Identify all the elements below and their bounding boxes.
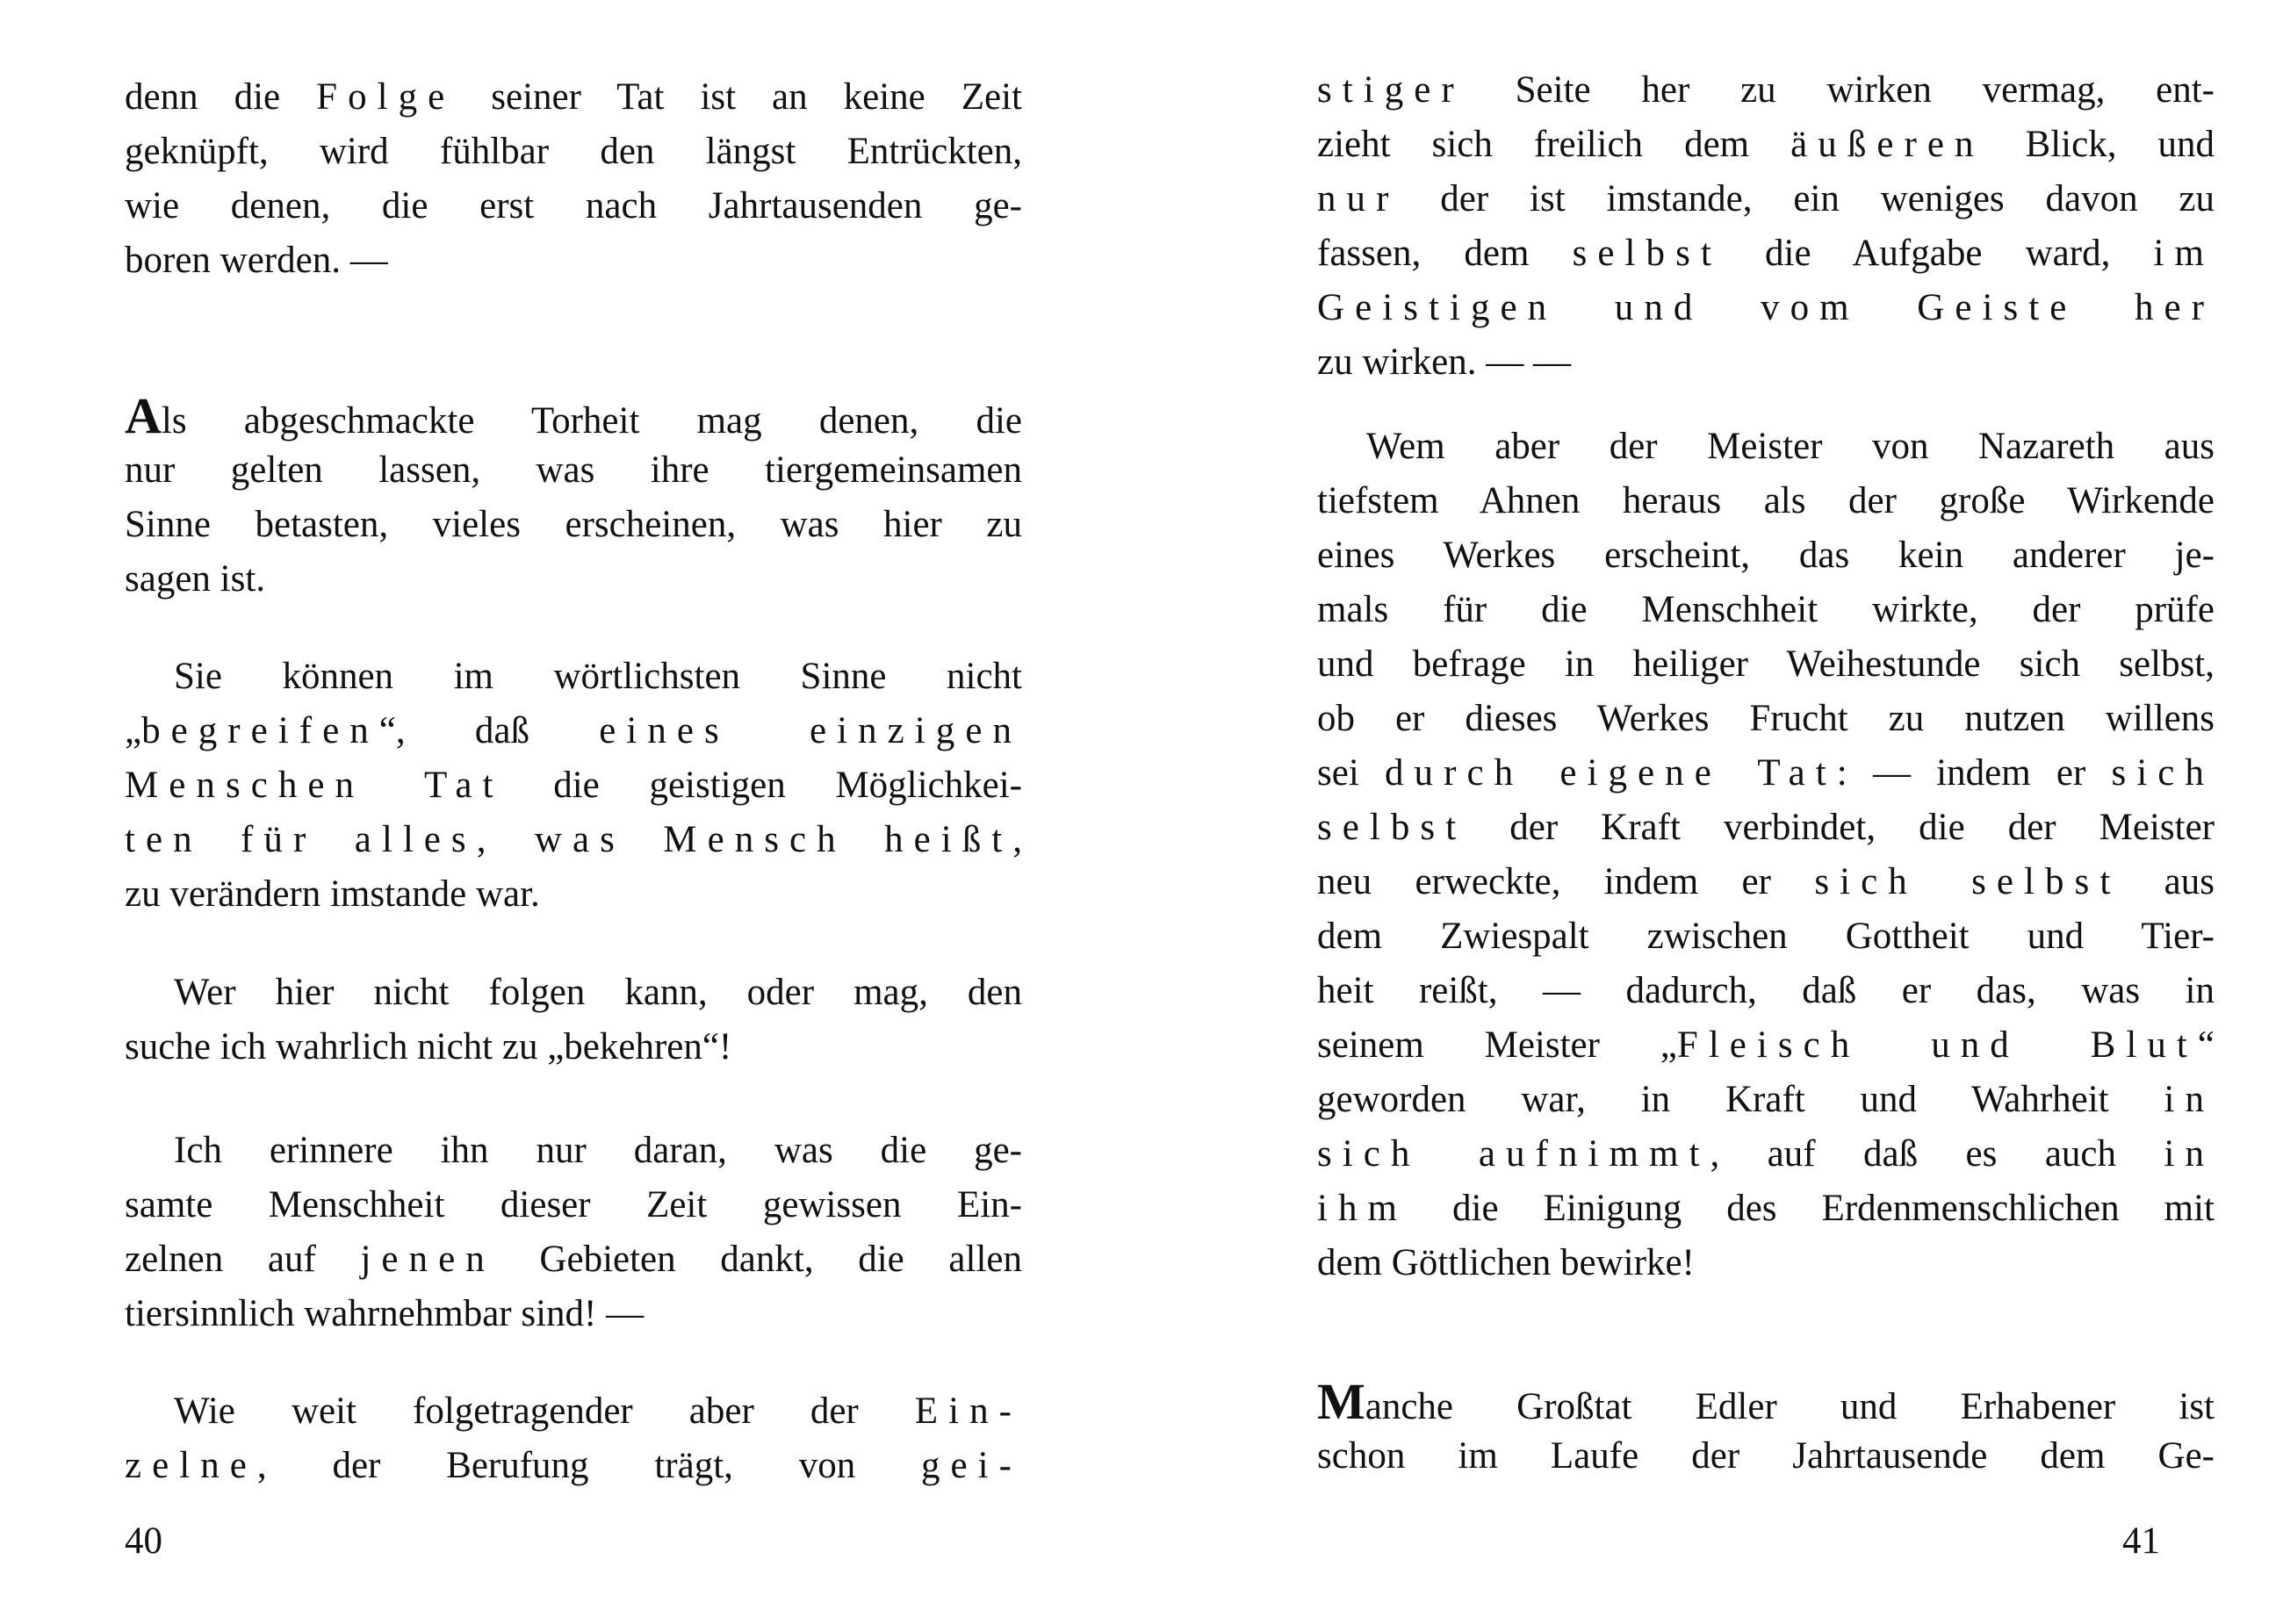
text-line: ihm die Einigung des Erdenmenschlichen mit	[1317, 1188, 2215, 1229]
text-line: tiersinnlich wahrnehmbar sind! —	[125, 1293, 645, 1334]
text-line: geworden war, in Kraft und Wahrheit in	[1317, 1079, 2215, 1120]
text-line: sagen ist.	[125, 558, 266, 600]
text-line: neu erweckte, indem er sich selbst aus	[1317, 861, 2215, 902]
text-line: „begreifen“, daß eines einzigen	[125, 710, 1023, 751]
text-line: heit reißt, — dadurch, daß er das, was in	[1317, 970, 2215, 1011]
text-line: Ich erinnere ihn nur daran, was die ge-	[174, 1130, 1022, 1171]
right-page	[1142, 0, 2283, 1624]
text-line: geknüpft, wird fühlbar den längst Entrückten,	[125, 131, 1022, 172]
text-line: zelne, der Berufung trägt, von gei-	[125, 1445, 1022, 1486]
initial-letter: A	[125, 387, 162, 444]
paragraph	[125, 1384, 1022, 1493]
paragraph	[125, 650, 1022, 922]
paragraph	[125, 966, 1022, 1074]
text-line: dem Göttlichen bewirke!	[1317, 1242, 1695, 1283]
text-line: selbst der Kraft verbindet, die der Meister	[1317, 807, 2215, 848]
text-line: Manche Großtat Edler und Erhabener ist	[1317, 1373, 2215, 1430]
text-line: eines Werkes erscheint, das kein anderer je-	[1317, 535, 2215, 576]
text-line: dem Zwiespalt zwischen Gottheit und Tier-	[1317, 916, 2215, 957]
paragraph	[1317, 420, 2215, 1290]
text-line: zu wirken. — —	[1317, 341, 1571, 383]
text-line: denn die Folge seiner Tat ist an keine Zeit	[125, 76, 1022, 118]
text-line: Menschen Tat die geistigen Möglichkei-	[125, 765, 1023, 806]
text-line: boren werden. —	[125, 240, 388, 281]
text-line: ob er dieses Werkes Frucht zu nutzen willens	[1317, 698, 2215, 739]
page-number: 40	[125, 1520, 162, 1562]
page-number: 41	[2122, 1520, 2160, 1562]
text-line: schon im Laufe der Jahrtausende dem Ge-	[1317, 1435, 2215, 1477]
text-line: sich aufnimmt, auf daß es auch in	[1317, 1133, 2215, 1175]
text-line: wie denen, die erst nach Jahrtausenden ge-	[125, 185, 1022, 226]
paragraph	[125, 1124, 1022, 1341]
text-line: ten für alles, was Mensch heißt,	[125, 819, 1022, 860]
text-line: Wer hier nicht folgen kann, oder mag, den	[174, 972, 1022, 1013]
text-line: mals für die Menschheit wirkte, der prüfe	[1317, 589, 2215, 630]
text-line: zieht sich freilich dem äußeren Blick, und	[1317, 124, 2215, 165]
text-line: Wie weit folgetragender aber der Ein-	[174, 1390, 1022, 1432]
text-line: Geistigen und vom Geiste her	[1317, 287, 2215, 328]
text-line: Sinne betasten, vieles erscheinen, was hier zu	[125, 504, 1022, 545]
text-line: nur gelten lassen, was ihre tiergemeinsamen	[125, 449, 1022, 491]
text-line: fassen, dem selbst die Aufgabe ward, im	[1317, 233, 2215, 274]
initial-letter: M	[1317, 1373, 1365, 1430]
paragraph	[125, 389, 1022, 607]
text-line: und befrage in heiliger Weihestunde sich selbst,	[1317, 643, 2215, 685]
text-line: zelnen auf jenen Gebieten dankt, die allen	[125, 1239, 1022, 1280]
text-line: tiefstem Ahnen heraus als der große Wirkende	[1317, 480, 2215, 521]
paragraph	[1317, 63, 2215, 390]
text-line: seinem Meister „Fleisch und Blut“	[1317, 1024, 2215, 1066]
text-line: samte Menschheit dieser Zeit gewissen Ein-	[125, 1184, 1022, 1225]
text-line: stiger Seite her zu wirken vermag, ent-	[1317, 69, 2215, 111]
text-line: nur der ist imstande, ein weniges davon zu	[1317, 178, 2215, 219]
text-line: Als abgeschmackte Torheit mag denen, die	[125, 387, 1022, 444]
text-line: suche ich wahrlich nicht zu „bekehren“!	[125, 1026, 732, 1067]
paragraph	[1317, 1375, 2215, 1484]
paragraph	[125, 70, 1022, 288]
text-line: Wem aber der Meister von Nazareth aus	[1366, 426, 2215, 467]
text-line: zu verändern imstande war.	[125, 873, 540, 915]
text-line: sei durch eigene Tat: — indem er sich	[1317, 752, 2215, 794]
text-line: Sie können im wörtlichsten Sinne nicht	[174, 656, 1022, 697]
